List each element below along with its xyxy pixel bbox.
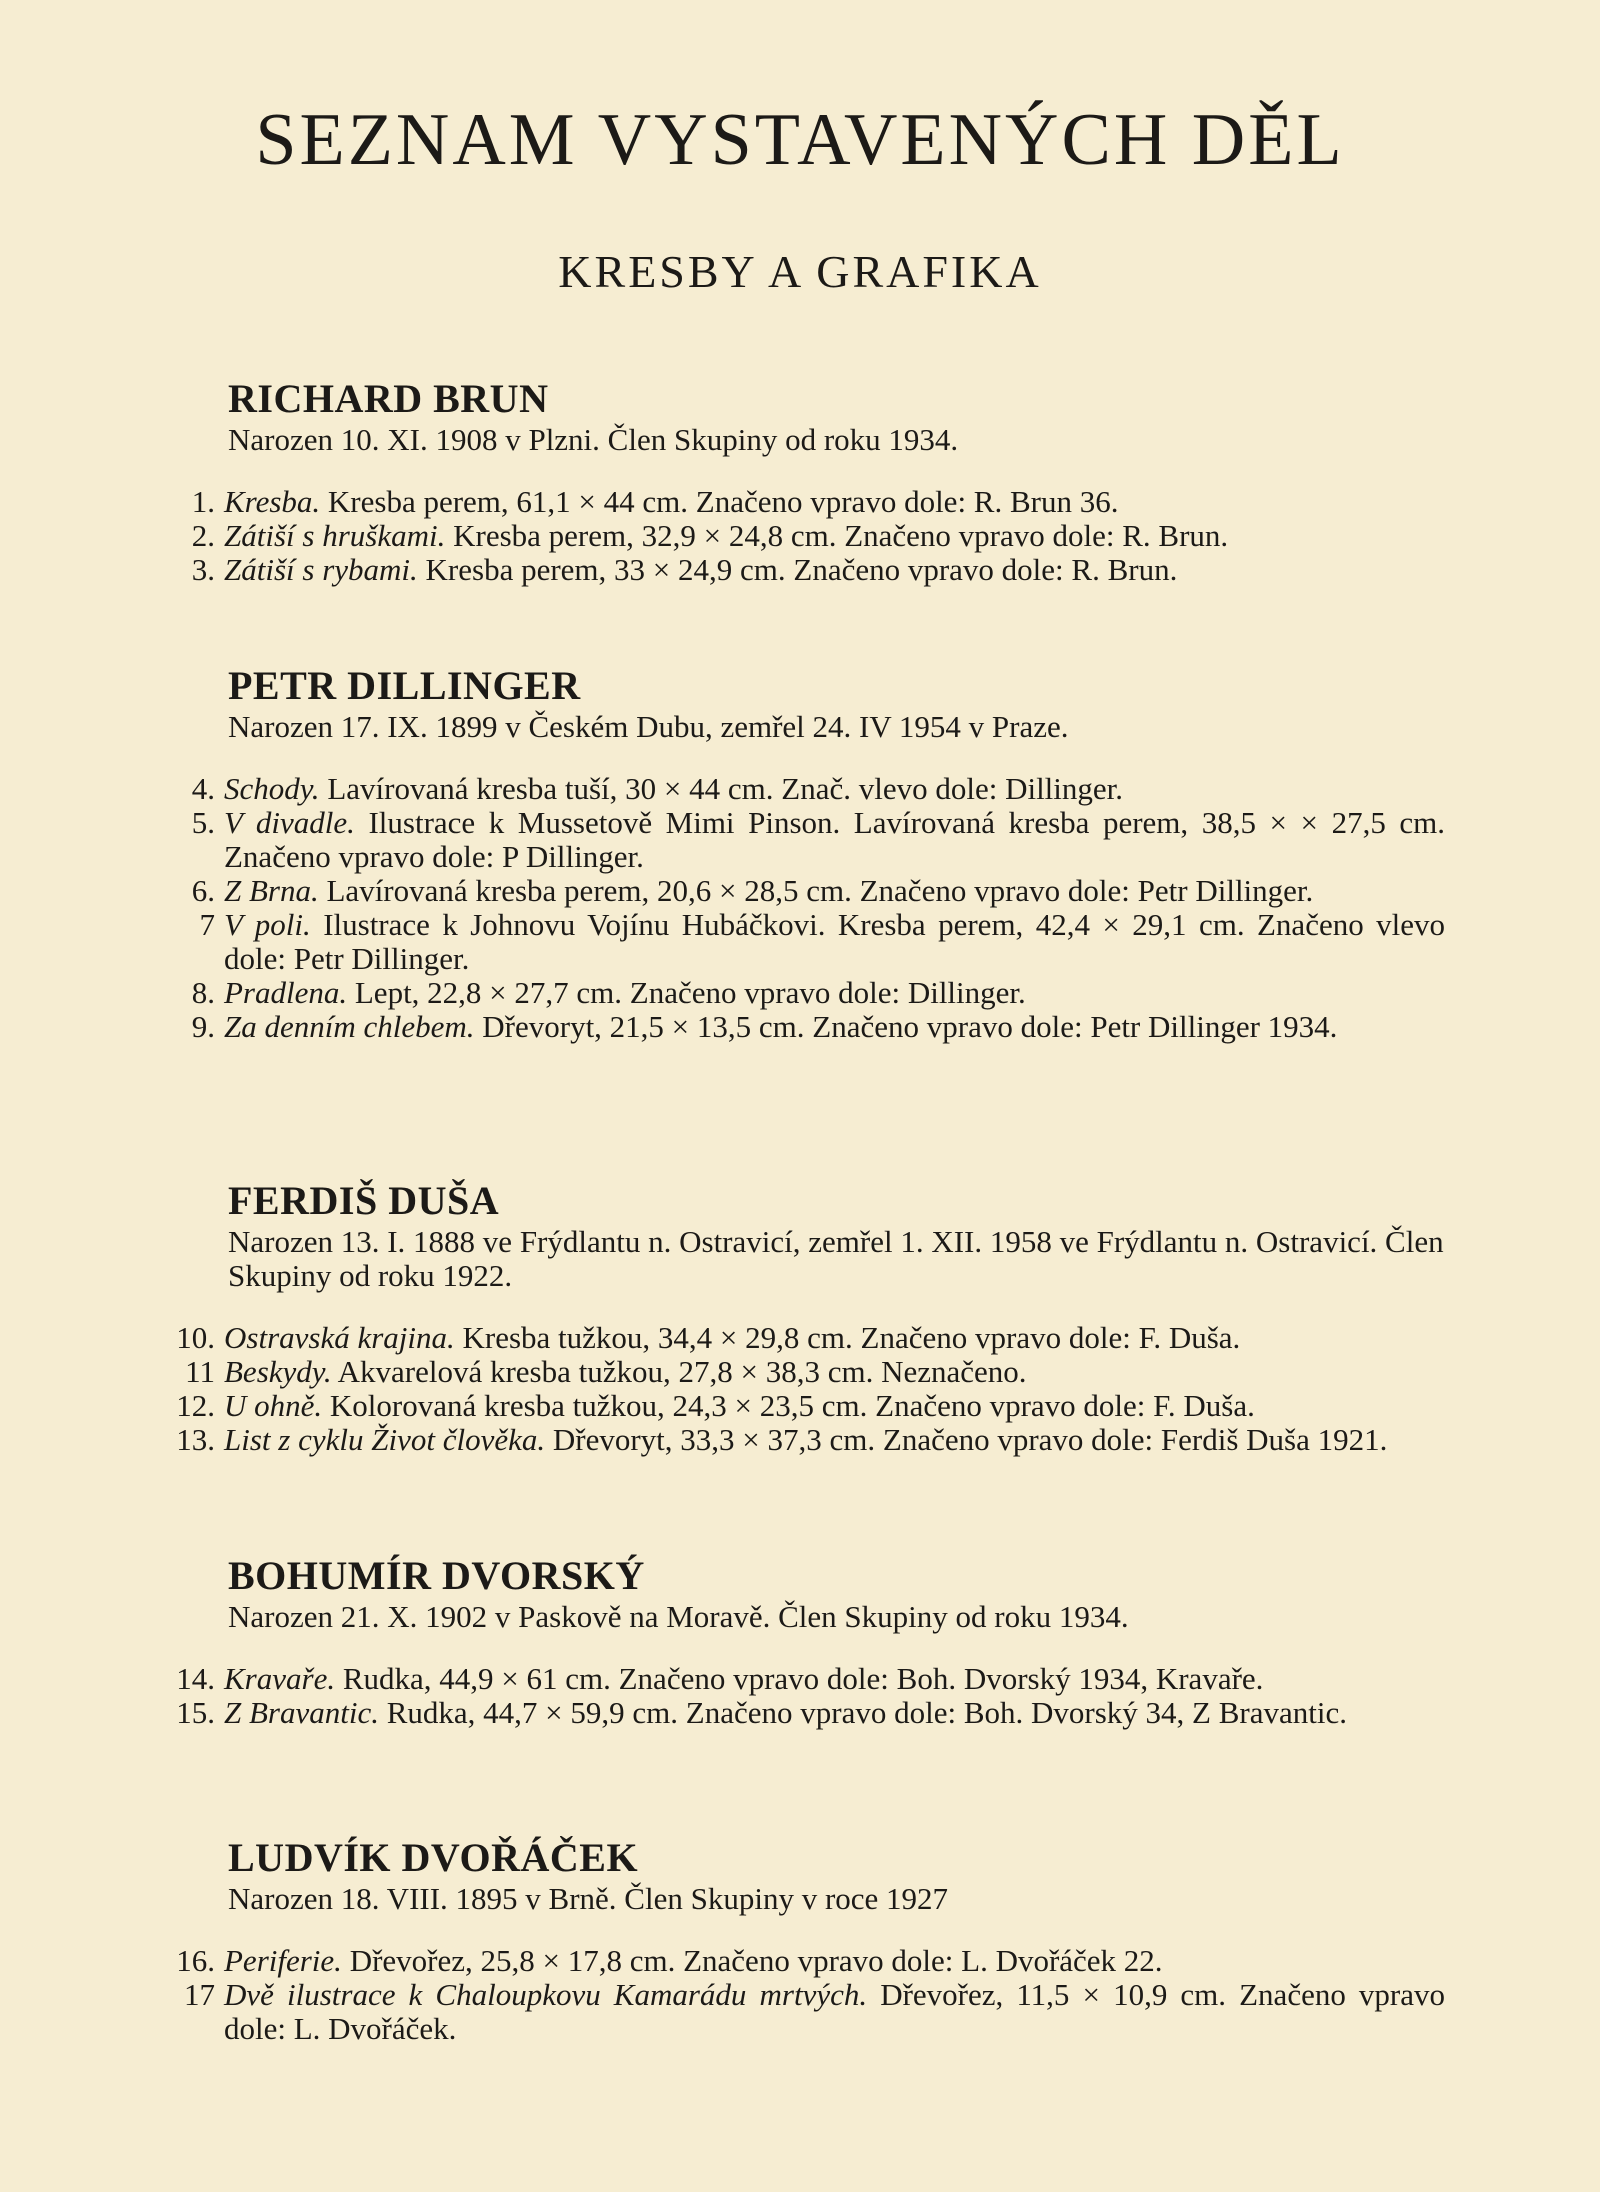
works-list [120,1662,1445,1730]
work-title: List z cyklu Život člověka. [224,1422,546,1457]
work-title: Z Brna. [224,873,319,908]
work-item [120,1696,1445,1730]
work-description: Lavírovaná kresba perem, 20,6 × 28,5 cm. Značeno vpravo dole: Petr Dillinger. [318,873,1314,908]
works-list [120,1944,1445,2046]
work-title: Periferie. [224,1943,342,1978]
work-title: V poli. [224,907,311,942]
artist-bio: Narozen 17. IX. 1899 v Českém Dubu, zemřel 24. IV 1954 v Praze. [228,709,1069,744]
work-description: Kresba tužkou, 34,4 × 29,8 cm. Značeno vpravo dole: F. Duša. [454,1320,1241,1355]
artist-bio: Narozen 18. VIII. 1895 v Brně. Člen Skupiny v roce 1927 [228,1881,949,1916]
artist-section [120,1553,1445,1730]
work-description: Kolorovaná kresba tužkou, 24,3 × 23,5 cm. Značeno vpravo dole: F. Duša. [322,1388,1255,1423]
work-title: Za denním chlebem. [224,1009,475,1044]
work-description: Kresba perem, 61,1 × 44 cm. Značeno vpravo dole: R. Brun 36. [320,484,1119,519]
work-item [120,1010,1445,1044]
artist-section [120,1178,1445,1457]
work-number: 7 [199,907,215,942]
work-text [224,1944,1445,1978]
work-number: 8. [191,975,215,1010]
work-description: Dřevoryt, 33,3 × 37,3 cm. Značeno vpravo dole: Ferdiš Duša 1921. [545,1422,1388,1457]
work-item [120,1321,1445,1355]
work-title: Zátiší s rybami. [224,552,418,587]
work-text [224,1662,1445,1696]
work-number: 14. [176,1661,215,1696]
work-item [120,519,1445,553]
work-description: Kresba perem, 32,9 × 24,8 cm. Značeno vpravo dole: R. Brun. [445,518,1229,553]
work-title: Dvě ilustrace k Chaloupkovu Kamarádu mrtvých. [224,1977,868,2012]
work-title: Ostravská krajina. [224,1320,455,1355]
work-description: Dřevořez, 11,5 × 10,9 cm. Značeno vpravo dole: L. Dvořáček. [224,1977,1446,2046]
work-item [120,553,1445,587]
work-number: 15. [176,1695,215,1730]
work-number: 2. [191,518,215,553]
artist-name: BOHUMÍR DVORSKÝ [228,1553,645,1598]
artist-section [120,1835,1446,2046]
artist-name: LUDVÍK DVOŘÁČEK [228,1835,639,1880]
work-item [120,874,1445,908]
works-list [120,485,1445,587]
artist-name: RICHARD BRUN [228,376,549,421]
work-title: Kravaře. [224,1661,336,1696]
work-number: 12. [176,1388,215,1423]
work-title: Z Bravantic. [224,1695,379,1730]
work-description: Dřevoryt, 21,5 × 13,5 cm. Značeno vpravo dole: Petr Dillinger 1934. [474,1009,1338,1044]
section-subtitle: KRESBY A GRAFIKA [558,246,1042,297]
work-number: 3. [191,552,215,587]
work-description: Akvarelová kresba tužkou, 27,8 × 38,3 cm. Neznačeno. [331,1354,1027,1389]
page-title: SEZNAM VYSTAVENÝCH DĚL [255,99,1345,181]
work-title: Schody. [224,771,320,806]
work-title: Zátiší s hruškami. [224,518,446,553]
work-item [120,1423,1445,1457]
work-number: 9. [191,1009,215,1044]
work-item [120,908,1445,976]
work-text [224,874,1445,908]
work-title: Beskydy. [224,1354,332,1389]
work-number: 4. [191,771,215,806]
work-title: U ohně. [224,1388,323,1423]
work-item [120,1389,1445,1423]
works-list [120,1321,1445,1457]
works-list [120,772,1445,1044]
work-text [224,1696,1445,1730]
work-item [120,1355,1445,1389]
work-text [224,806,1445,874]
work-item [120,485,1445,519]
work-text [224,519,1445,553]
work-item [120,1944,1445,1978]
work-text [224,1389,1445,1423]
work-text [224,772,1445,806]
work-text [224,908,1445,976]
work-number: 6. [191,873,215,908]
artist-name: PETR DILLINGER [228,663,581,708]
artist-name: FERDIŠ DUŠA [228,1178,500,1223]
work-number: 17 [184,1977,215,2012]
work-number: 10. [176,1320,215,1355]
artist-bio: Narozen 21. X. 1902 v Paskově na Moravě. Člen Skupiny od roku 1934. [228,1599,1129,1634]
work-title: V divadle. [224,805,355,840]
work-number: 5. [191,805,215,840]
work-item [120,1662,1445,1696]
work-text [224,553,1445,587]
work-item [120,806,1445,874]
work-item [120,1978,1445,2046]
work-description: Ilustrace k Johnovu Vojínu Hubáčkovi. Kresba perem, 42,4 × 29,1 cm. Značeno vlevo dole: Petr Dillinger. [224,907,1445,976]
work-description: Kresba perem, 33 × 24,9 cm. Značeno vpravo dole: R. Brun. [417,552,1178,587]
work-text [224,1423,1445,1457]
work-item [120,976,1445,1010]
artist-bio: Narozen 13. I. 1888 ve Frýdlantu n. Ostravicí, zemřel 1. XII. 1958 ve Frýdlantu n. Ostravicí. Člen Skupiny od roku 1922. [228,1224,1444,1293]
work-description: Ilustrace k Mussetově Mimi Pinson. Lavírovaná kresba perem, 38,5 × × 27,5 cm. Značeno vpravo dole: P Dillinger. [224,805,1445,874]
work-number: 1. [191,484,215,519]
work-title: Kresba. [224,484,321,519]
artist-section [120,376,1445,587]
work-text [224,1978,1445,2046]
work-description: Lavírovaná kresba tuší, 30 × 44 cm. Znač. vlevo dole: Dillinger. [319,771,1124,806]
work-title: Pradlena. [224,975,348,1010]
work-description: Lept, 22,8 × 27,7 cm. Značeno vpravo dole: Dillinger. [347,975,1026,1010]
work-description: Rudka, 44,9 × 61 cm. Značeno vpravo dole: Boh. Dvorský 1934, Kravaře. [335,1661,1264,1696]
work-item [120,772,1445,806]
work-text [224,976,1445,1010]
artist-section [120,663,1445,1044]
work-description: Dřevořez, 25,8 × 17,8 cm. Značeno vpravo dole: L. Dvořáček 22. [341,1943,1163,1978]
artist-bio: Narozen 10. XI. 1908 v Plzni. Člen Skupiny od roku 1934. [228,422,959,457]
work-number: 16. [176,1943,215,1978]
work-text [224,1321,1445,1355]
work-text [224,1355,1445,1389]
work-number: 11 [185,1354,215,1389]
work-text [224,1010,1445,1044]
work-description: Rudka, 44,7 × 59,9 cm. Značeno vpravo dole: Boh. Dvorský 34, Z Bravantic. [379,1695,1347,1730]
work-text [224,485,1445,519]
work-number: 13. [176,1422,215,1457]
